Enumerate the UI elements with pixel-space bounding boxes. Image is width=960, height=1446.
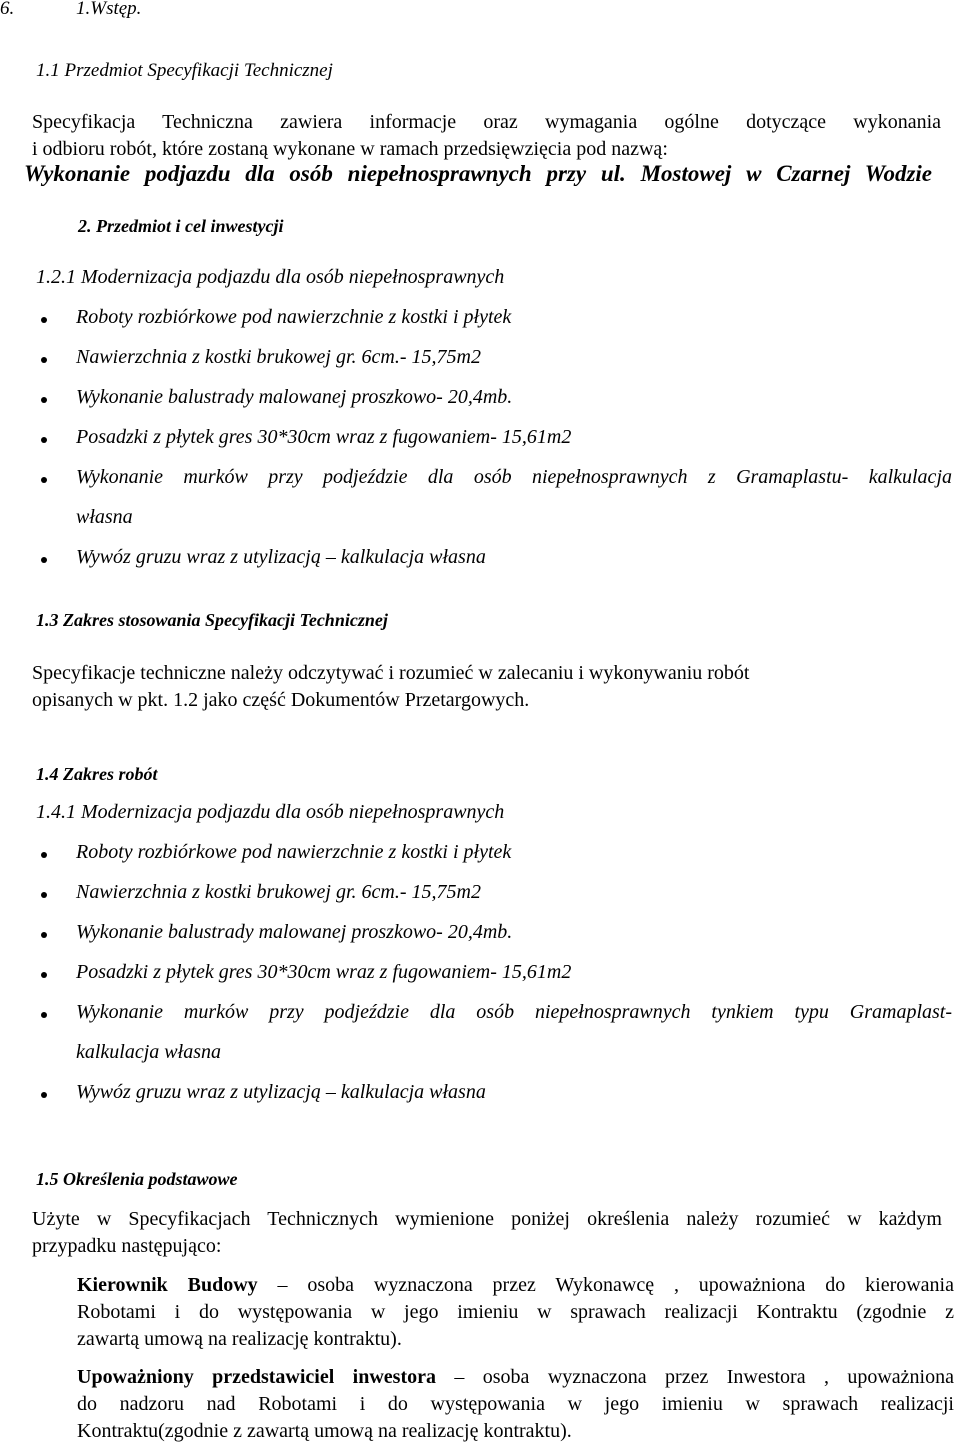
definitions-intro-line-1: Użyte w Specyfikacjach Technicznych wymienione poniżej określenia należy rozumieć w każdym: [32, 1208, 942, 1230]
bullet-icon: [41, 852, 47, 858]
definition-investor-rep-line-1: [77, 1364, 954, 1390]
heading-1-4-1: 1.4.1 Modernizacja podjazdu dla osób niepełnosprawnych: [36, 801, 505, 823]
heading-1-3: 1.3 Zakres stosowania Specyfikacji Technicznej: [36, 610, 388, 630]
section-number: 6.: [0, 0, 15, 19]
list-item: Wywóz gruzu wraz z utylizacją – kalkulacja własna: [76, 1081, 486, 1103]
list-item: Posadzki z płytek gres 30*30cm wraz z fugowaniem- 15,61m2: [76, 426, 572, 448]
bullet-icon: [41, 932, 47, 938]
definition-site-manager-line-3: zawartą umową na realizację kontraktu).: [77, 1328, 402, 1350]
list-item: Wykonanie murków przy podjeździe dla osób niepełnosprawnych tynkiem typu Gramaplast-: [76, 1001, 952, 1023]
bullet-icon: [41, 892, 47, 898]
scope-line-2: opisanych w pkt. 1.2 jako część Dokumentów Przetargowych.: [32, 689, 530, 711]
list-item: Wywóz gruzu wraz z utylizacją – kalkulacja własna: [76, 546, 486, 568]
bullet-icon: [41, 477, 47, 483]
bullet-icon: [41, 357, 47, 363]
bullet-icon: [41, 557, 47, 563]
heading-1-1: 1.1 Przedmiot Specyfikacji Technicznej: [36, 60, 333, 81]
spec-intro-line-2: i odbioru robót, które zostaną wykonane w ramach przedsięwzięcia pod nazwą:: [32, 138, 668, 160]
list-item-continuation: własna: [76, 506, 133, 528]
definition-term: Kierownik Budowy: [77, 1274, 258, 1296]
list-item: Wykonanie balustrady malowanej proszkowo- 20,4mb.: [76, 921, 513, 943]
heading-1-5: 1.5 Określenia podstawowe: [36, 1169, 238, 1189]
definition-site-manager-line-2: Robotami i do występowania w jego imieniu w sprawach realizacji Kontraktu (zgodnie z: [77, 1301, 954, 1323]
bullet-icon: [41, 317, 47, 323]
definition-text: – osoba wyznaczona przez Inwestora , upoważniona: [435, 1366, 954, 1388]
section-title-intro: 1.Wstęp.: [76, 0, 142, 19]
list-item: Roboty rozbiórkowe pod nawierzchnie z kostki i płytek: [76, 306, 512, 328]
definition-investor-rep-line-3: Kontraktu(zgodnie z zawartą umową na realizację kontraktu).: [77, 1420, 572, 1442]
heading-1-2-1: 1.2.1 Modernizacja podjazdu dla osób niepełnosprawnych: [36, 266, 505, 288]
project-name: Wykonanie podjazdu dla osób niepełnosprawnych przy ul. Mostowej w Czarnej Wodzie: [24, 161, 932, 186]
scope-line-1: Specyfikacje techniczne należy odczytywać i rozumieć w zalecaniu i wykonywaniu robót: [32, 662, 750, 684]
spec-intro-line-1: Specyfikacja Techniczna zawiera informacje oraz wymagania ogólne dotyczące wykonania: [32, 111, 941, 133]
list-item: Wykonanie balustrady malowanej proszkowo- 20,4mb.: [76, 386, 513, 408]
bullet-icon: [41, 1012, 47, 1018]
list-item: Posadzki z płytek gres 30*30cm wraz z fugowaniem- 15,61m2: [76, 961, 572, 983]
bullet-icon: [41, 972, 47, 978]
definition-term: Upoważniony przedstawiciel inwestora: [77, 1366, 436, 1388]
list-item: Nawierzchnia z kostki brukowej gr. 6cm.- 15,75m2: [76, 881, 481, 903]
bullet-icon: [41, 437, 47, 443]
list-item: Nawierzchnia z kostki brukowej gr. 6cm.- 15,75m2: [76, 346, 481, 368]
definitions-intro-line-2: przypadku następująco:: [32, 1235, 222, 1257]
heading-2: 2. Przedmiot i cel inwestycji: [78, 216, 284, 236]
definition-investor-rep-line-2: do nadzoru nad Robotami i do występowania w jego imieniu w sprawach realizacji: [77, 1393, 954, 1415]
heading-1-4: 1.4 Zakres robót: [36, 764, 158, 784]
list-item: Roboty rozbiórkowe pod nawierzchnie z kostki i płytek: [76, 841, 512, 863]
list-item: Wykonanie murków przy podjeździe dla osób niepełnosprawnych z Gramaplastu- kalkulacja: [76, 466, 952, 488]
bullet-icon: [41, 397, 47, 403]
definition-site-manager-line-1: [77, 1272, 954, 1298]
definition-text: – osoba wyznaczona przez Wykonawcę , upoważniona do kierowania: [257, 1274, 954, 1296]
bullet-icon: [41, 1092, 47, 1098]
list-item-continuation: kalkulacja własna: [76, 1041, 221, 1063]
